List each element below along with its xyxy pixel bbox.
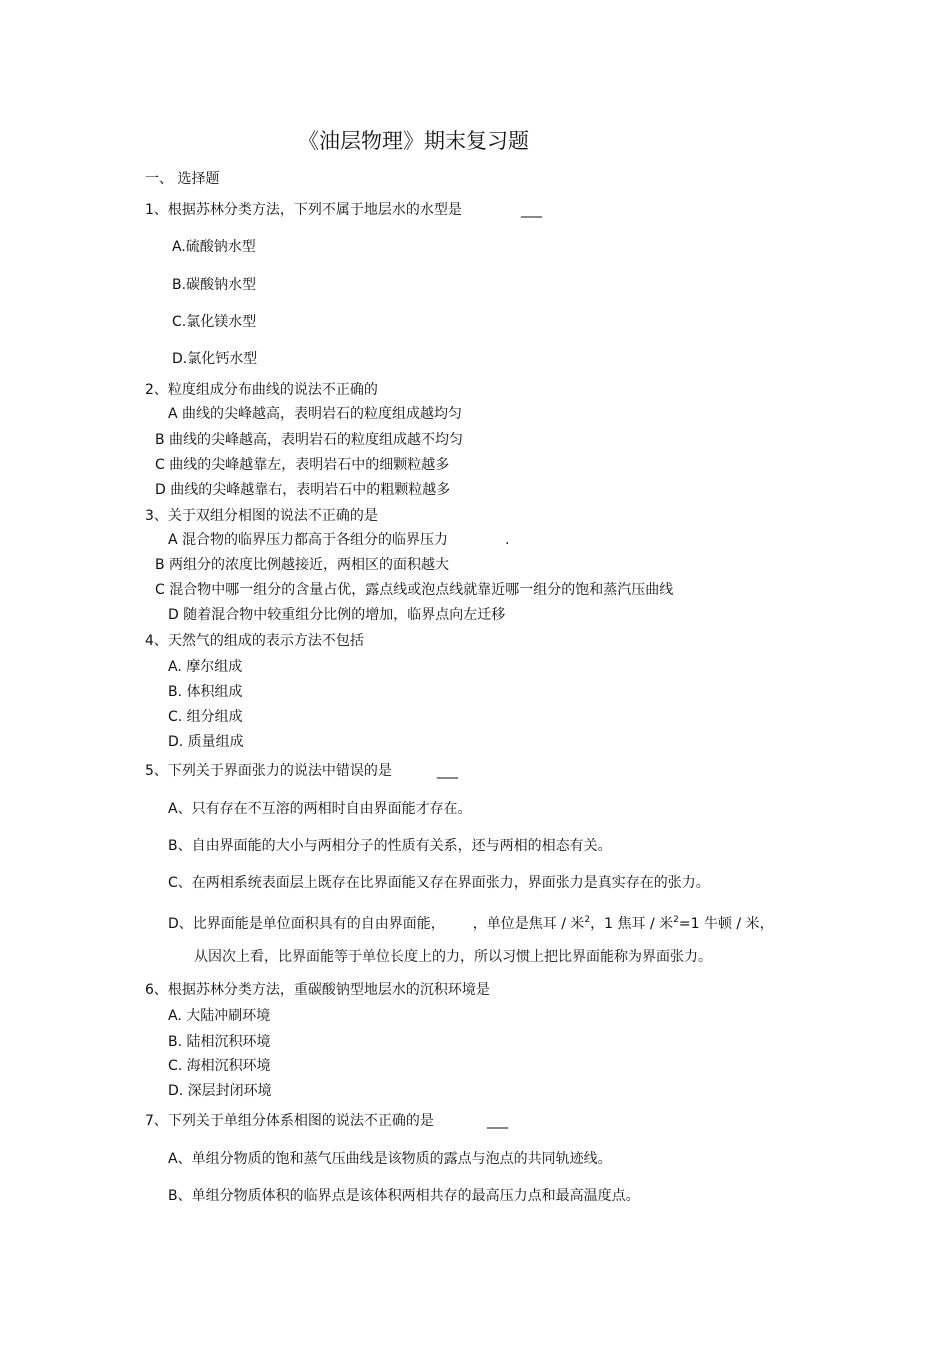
question-3-option-b: B 两组分的浓度比例越接近，两相区的面积越大 [155,557,450,573]
question-4-stem: 4、天然气的组成的表示方法不包括 [145,633,364,649]
question-6-option-c: C. 海相沉积环境 [168,1058,271,1074]
question-1-option-c: C.氯化镁水型 [172,314,257,330]
question-2-stem: 2、粒度组成分布曲线的说法不正确的 [145,382,378,398]
question-3-option-c: C 混合物中哪一组分的含量占优，露点线或泡点线就靠近哪一组分的饱和蒸汽压曲线 [155,582,674,598]
option-d-part-2: ，单位是焦耳 / 米 [472,916,585,932]
question-6-option-d: D. 深层封闭环境 [168,1083,272,1099]
question-5-stem: 5、下列关于界面张力的说法中错误的是 [145,763,392,779]
question-3-stem: 3、关于双组分相图的说法不正确的是 [145,508,378,524]
question-7-option-b: B、单组分物质体积的临界点是该体积两相共存的最高压力点和最高温度点。 [168,1188,640,1204]
section-heading: 一、 选择题 [145,171,220,187]
question-1-stem: 1、根据苏林分类方法，下列不属于地层水的水型是 [145,202,462,218]
question-1-option-b: B.碳酸钠水型 [172,277,257,293]
question-6-option-b: B. 陆相沉积环境 [168,1034,271,1050]
unit-exponent-2: 2 [673,915,679,925]
question-1-blank: ___ [521,202,542,218]
question-7-stem: 7、下列关于单组分体系相图的说法不正确的是 [145,1113,434,1129]
page-title: 《油层物理》期末复习题 [298,129,529,153]
question-5-option-a: A、只有存在不互溶的两相时自由界面能才存在。 [168,801,472,817]
question-4-option-d: D. 质量组成 [168,734,244,750]
option-d-part-1: D、比界面能是单位面积具有的自由界面能， [168,916,445,932]
question-6-option-a: A. 大陆冲刷环境 [168,1008,271,1024]
question-7-blank: ___ [487,1113,508,1129]
question-1-option-d: D.氯化钙水型 [172,351,258,367]
question-1-option-a: A.硫酸钠水型 [172,239,256,255]
option-d-part-4: =1 牛顿 / 米， [678,916,774,932]
option-d-part-3: ，1 焦耳 / 米 [590,916,674,932]
question-6-stem: 6、根据苏林分类方法，重碳酸钠型地层水的沉积环境是 [145,982,490,998]
question-3-dot: . [505,532,510,548]
question-3-option-d: D 随着混合物中较重组分比例的增加，临界点向左迁移 [168,607,506,623]
question-5-option-b: B、自由界面能的大小与两相分子的性质有关系，还与两相的相态有关。 [168,838,612,854]
question-5-option-d-continued: 从因次上看，比界面能等于单位长度上的力，所以习惯上把比界面能称为界面张力。 [194,949,712,965]
question-2-option-c: C 曲线的尖峰越靠左，表明岩石中的细颗粒越多 [155,457,450,473]
question-7-option-a: A、单组分物质的饱和蒸气压曲线是该物质的露点与泡点的共同轨迹线。 [168,1151,612,1167]
question-5-option-d [168,911,774,933]
question-4-option-c: C. 组分组成 [168,709,243,725]
question-4-option-b: B. 体积组成 [168,684,243,700]
question-2-option-a: A 曲线的尖峰越高，表明岩石的粒度组成越均匀 [168,406,463,422]
question-4-option-a: A. 摩尔组成 [168,659,243,675]
unit-exponent-1: 2 [584,915,591,925]
question-2-option-b: B 曲线的尖峰越高，表明岩石的粒度组成越不均匀 [155,432,464,448]
question-2-option-d: D 曲线的尖峰越靠右，表明岩石中的粗颗粒越多 [155,482,451,498]
question-5-blank: ___ [437,763,458,779]
question-3-option-a: A 混合物的临界压力都高于各组分的临界压力 [168,532,449,548]
question-5-option-c: C、在两相系统表面层上既存在比界面能又存在界面张力，界面张力是真实存在的张力。 [168,875,710,891]
